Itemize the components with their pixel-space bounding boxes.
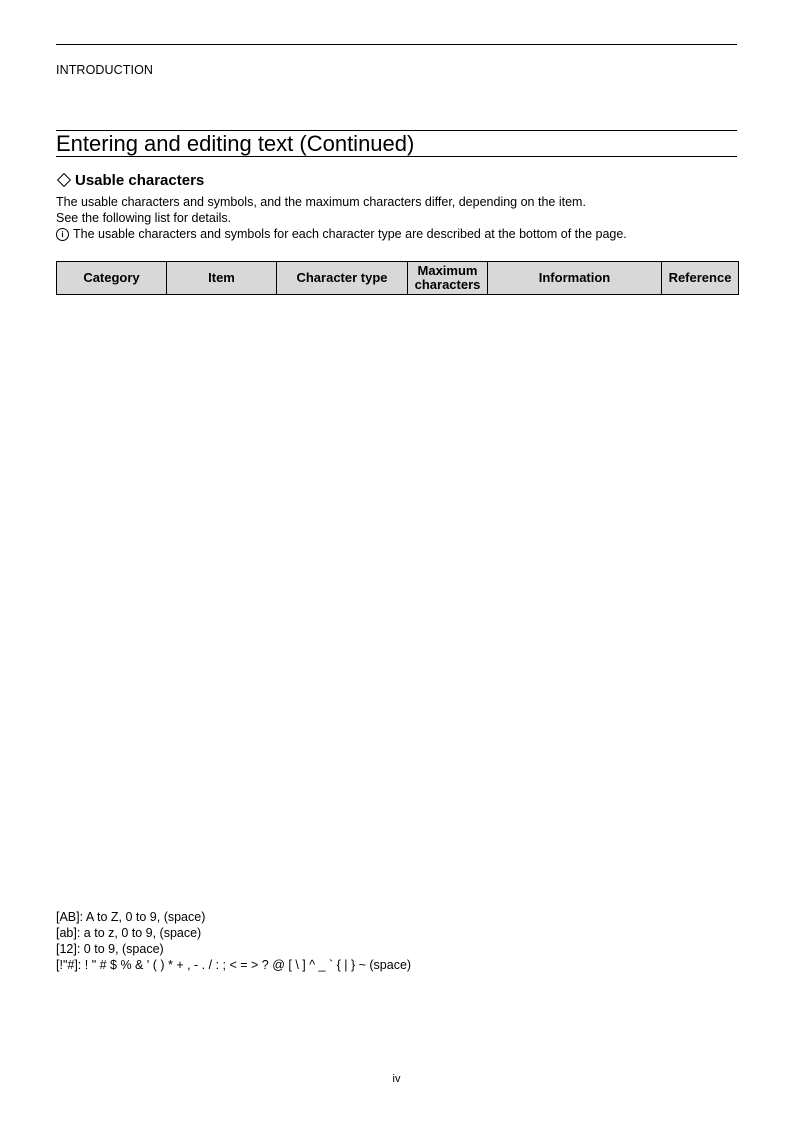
title-rule-bottom (56, 156, 737, 157)
top-rule (56, 44, 737, 45)
column-header-maximum-characters: Maximum characters (408, 262, 488, 295)
running-header: INTRODUCTION (56, 63, 154, 77)
diamond-icon (57, 173, 71, 187)
column-header-reference: Reference (662, 262, 739, 295)
legend-line: [AB]: A to Z, 0 to 9, (space) (56, 910, 206, 924)
table-header-row (57, 262, 739, 295)
info-icon: i (56, 228, 69, 241)
section-title: Usable characters (75, 172, 205, 189)
character-type-legend (56, 909, 411, 973)
legend-line: [!"#]: ! " # $ % & ' ( ) * + , - . / : ; < = > ? @ [ \ ] ^ _ ` { | } ~ (space) (56, 958, 412, 972)
section-heading (56, 172, 204, 189)
intro-line-2: See the following list for details. (56, 211, 232, 225)
intro-line-3-text: The usable characters and symbols for each character type are described at the bottom of the page. (73, 227, 627, 241)
intro-line-3 (56, 226, 627, 242)
column-header-character-type: Character type (277, 262, 408, 295)
legend-line: [ab]: a to z, 0 to 9, (space) (56, 926, 202, 940)
page-title: Entering and editing text (Continued) (56, 131, 415, 156)
column-header-information: Information (488, 262, 662, 295)
column-header-item: Item (167, 262, 277, 295)
usable-characters-table (56, 261, 739, 295)
page-number: iv (392, 1073, 401, 1085)
intro-line-1: The usable characters and symbols, and the maximum characters differ, depending on the item. (56, 195, 586, 209)
column-header-category: Category (57, 262, 167, 295)
legend-line: [12]: 0 to 9, (space) (56, 942, 164, 956)
